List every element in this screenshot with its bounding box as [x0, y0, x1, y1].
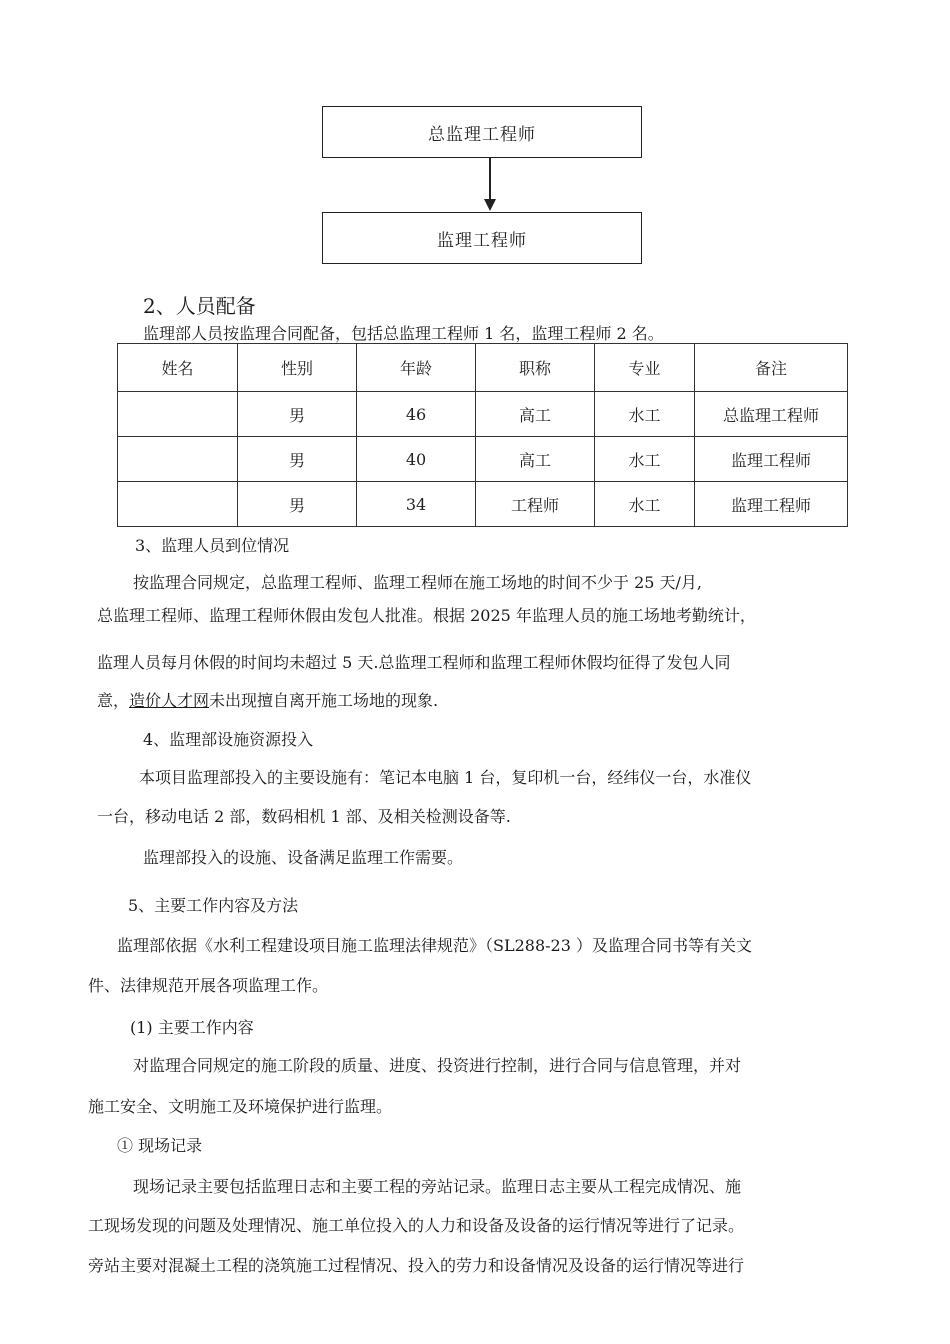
paragraph-line: 本项目监理部投入的主要设施有：笔记本电脑 1 台，复印机一台，经纬仪一台，水准仪 [139, 768, 752, 787]
cell-specialty: 水工 [595, 392, 695, 437]
cell-title: 工程师 [476, 482, 595, 527]
cell-gender: 男 [238, 482, 357, 527]
org-box-label: 总监理工程师 [428, 124, 536, 145]
cell-age: 34 [357, 482, 476, 527]
header-age: 年龄 [357, 344, 476, 392]
cell-age: 40 [357, 437, 476, 482]
subsection-heading: (1) 主要工作内容 [130, 1018, 254, 1037]
cell-title: 高工 [476, 437, 595, 482]
site-link[interactable]: 造价人才网 [129, 691, 210, 710]
paragraph-line: 总监理工程师、监理工程师休假由发包人批准。根据 2025 年监理人员的施工场地考勤统计， [97, 606, 756, 625]
paragraph-line: 监理部依据《水利工程建设项目施工监理法律规范》（SL288-23 ）及监理合同书等有关文 [117, 936, 752, 955]
header-specialty: 专业 [595, 344, 695, 392]
cell-age: 46 [357, 392, 476, 437]
cell-remark: 监理工程师 [695, 437, 848, 482]
paragraph-line: 一台，移动电话 2 部，数码相机 1 部、及相关检测设备等. [97, 807, 511, 826]
paragraph-line [97, 688, 438, 711]
staff-table [117, 343, 848, 527]
paragraph-line: 工现场发现的问题及处理情况、施工单位投入的人力和设备及设备的运行情况等进行了记录。 [88, 1216, 745, 1235]
paragraph-line: 按监理合同规定，总监理工程师、监理工程师在施工场地的时间不少于 25 天/月, [133, 573, 703, 592]
section-heading-work: 5、主要工作内容及方法 [128, 896, 299, 915]
paragraph-line: 现场记录主要包括监理日志和主要工程的旁站记录。监理日志主要从工程完成情况、施 [133, 1177, 742, 1196]
paragraph-line: 件、法律规范开展各项监理工作。 [88, 976, 329, 995]
table-row [118, 392, 848, 437]
cell-remark: 总监理工程师 [695, 392, 848, 437]
cell-gender: 男 [238, 392, 357, 437]
cell-title: 高工 [476, 392, 595, 437]
section-heading-attendance: 3、监理人员到位情况 [135, 536, 290, 555]
table-header-row [118, 344, 848, 392]
paragraph-line: 监理部投入的设施、设备满足监理工作需要。 [143, 848, 464, 867]
paragraph-line: 监理人员每月休假的时间均未超过 5 天.总监理工程师和监理工程师休假均征得了发包人同 [97, 653, 731, 672]
org-box-label: 监理工程师 [437, 230, 527, 251]
item-heading: ① 现场记录 [117, 1136, 203, 1155]
cell-name [118, 482, 238, 527]
paragraph-line: 施工安全、文明施工及环境保护进行监理。 [88, 1097, 393, 1116]
org-box-chief-supervisor [322, 106, 642, 158]
cell-name [118, 437, 238, 482]
header-gender: 性别 [238, 344, 357, 392]
arrow-down-icon [484, 199, 496, 211]
table-row [118, 482, 848, 527]
section-heading-staffing: 2、人员配备 [143, 294, 256, 318]
header-name: 姓名 [118, 344, 238, 392]
cell-name [118, 392, 238, 437]
table-row [118, 437, 848, 482]
header-title: 职称 [476, 344, 595, 392]
org-arrow-line [489, 158, 491, 200]
cell-gender: 男 [238, 437, 357, 482]
section-heading-facilities: 4、监理部设施资源投入 [143, 730, 314, 749]
text-suffix: 未出现擅自离开施工场地的现象. [209, 691, 439, 710]
text-prefix: 意， [97, 691, 130, 710]
header-remark: 备注 [695, 344, 848, 392]
cell-specialty: 水工 [595, 482, 695, 527]
org-box-supervisor [322, 212, 642, 264]
paragraph-line: 旁站主要对混凝土工程的浇筑施工过程情况、投入的劳力和设备情况及设备的运行情况等进行 [88, 1256, 745, 1275]
cell-specialty: 水工 [595, 437, 695, 482]
staffing-intro: 监理部人员按监理合同配备，包括总监理工程师 1 名，监理工程师 2 名。 [143, 324, 664, 343]
cell-remark: 监理工程师 [695, 482, 848, 527]
paragraph-line: 对监理合同规定的施工阶段的质量、进度、投资进行控制，进行合同与信息管理，并对 [133, 1056, 742, 1075]
